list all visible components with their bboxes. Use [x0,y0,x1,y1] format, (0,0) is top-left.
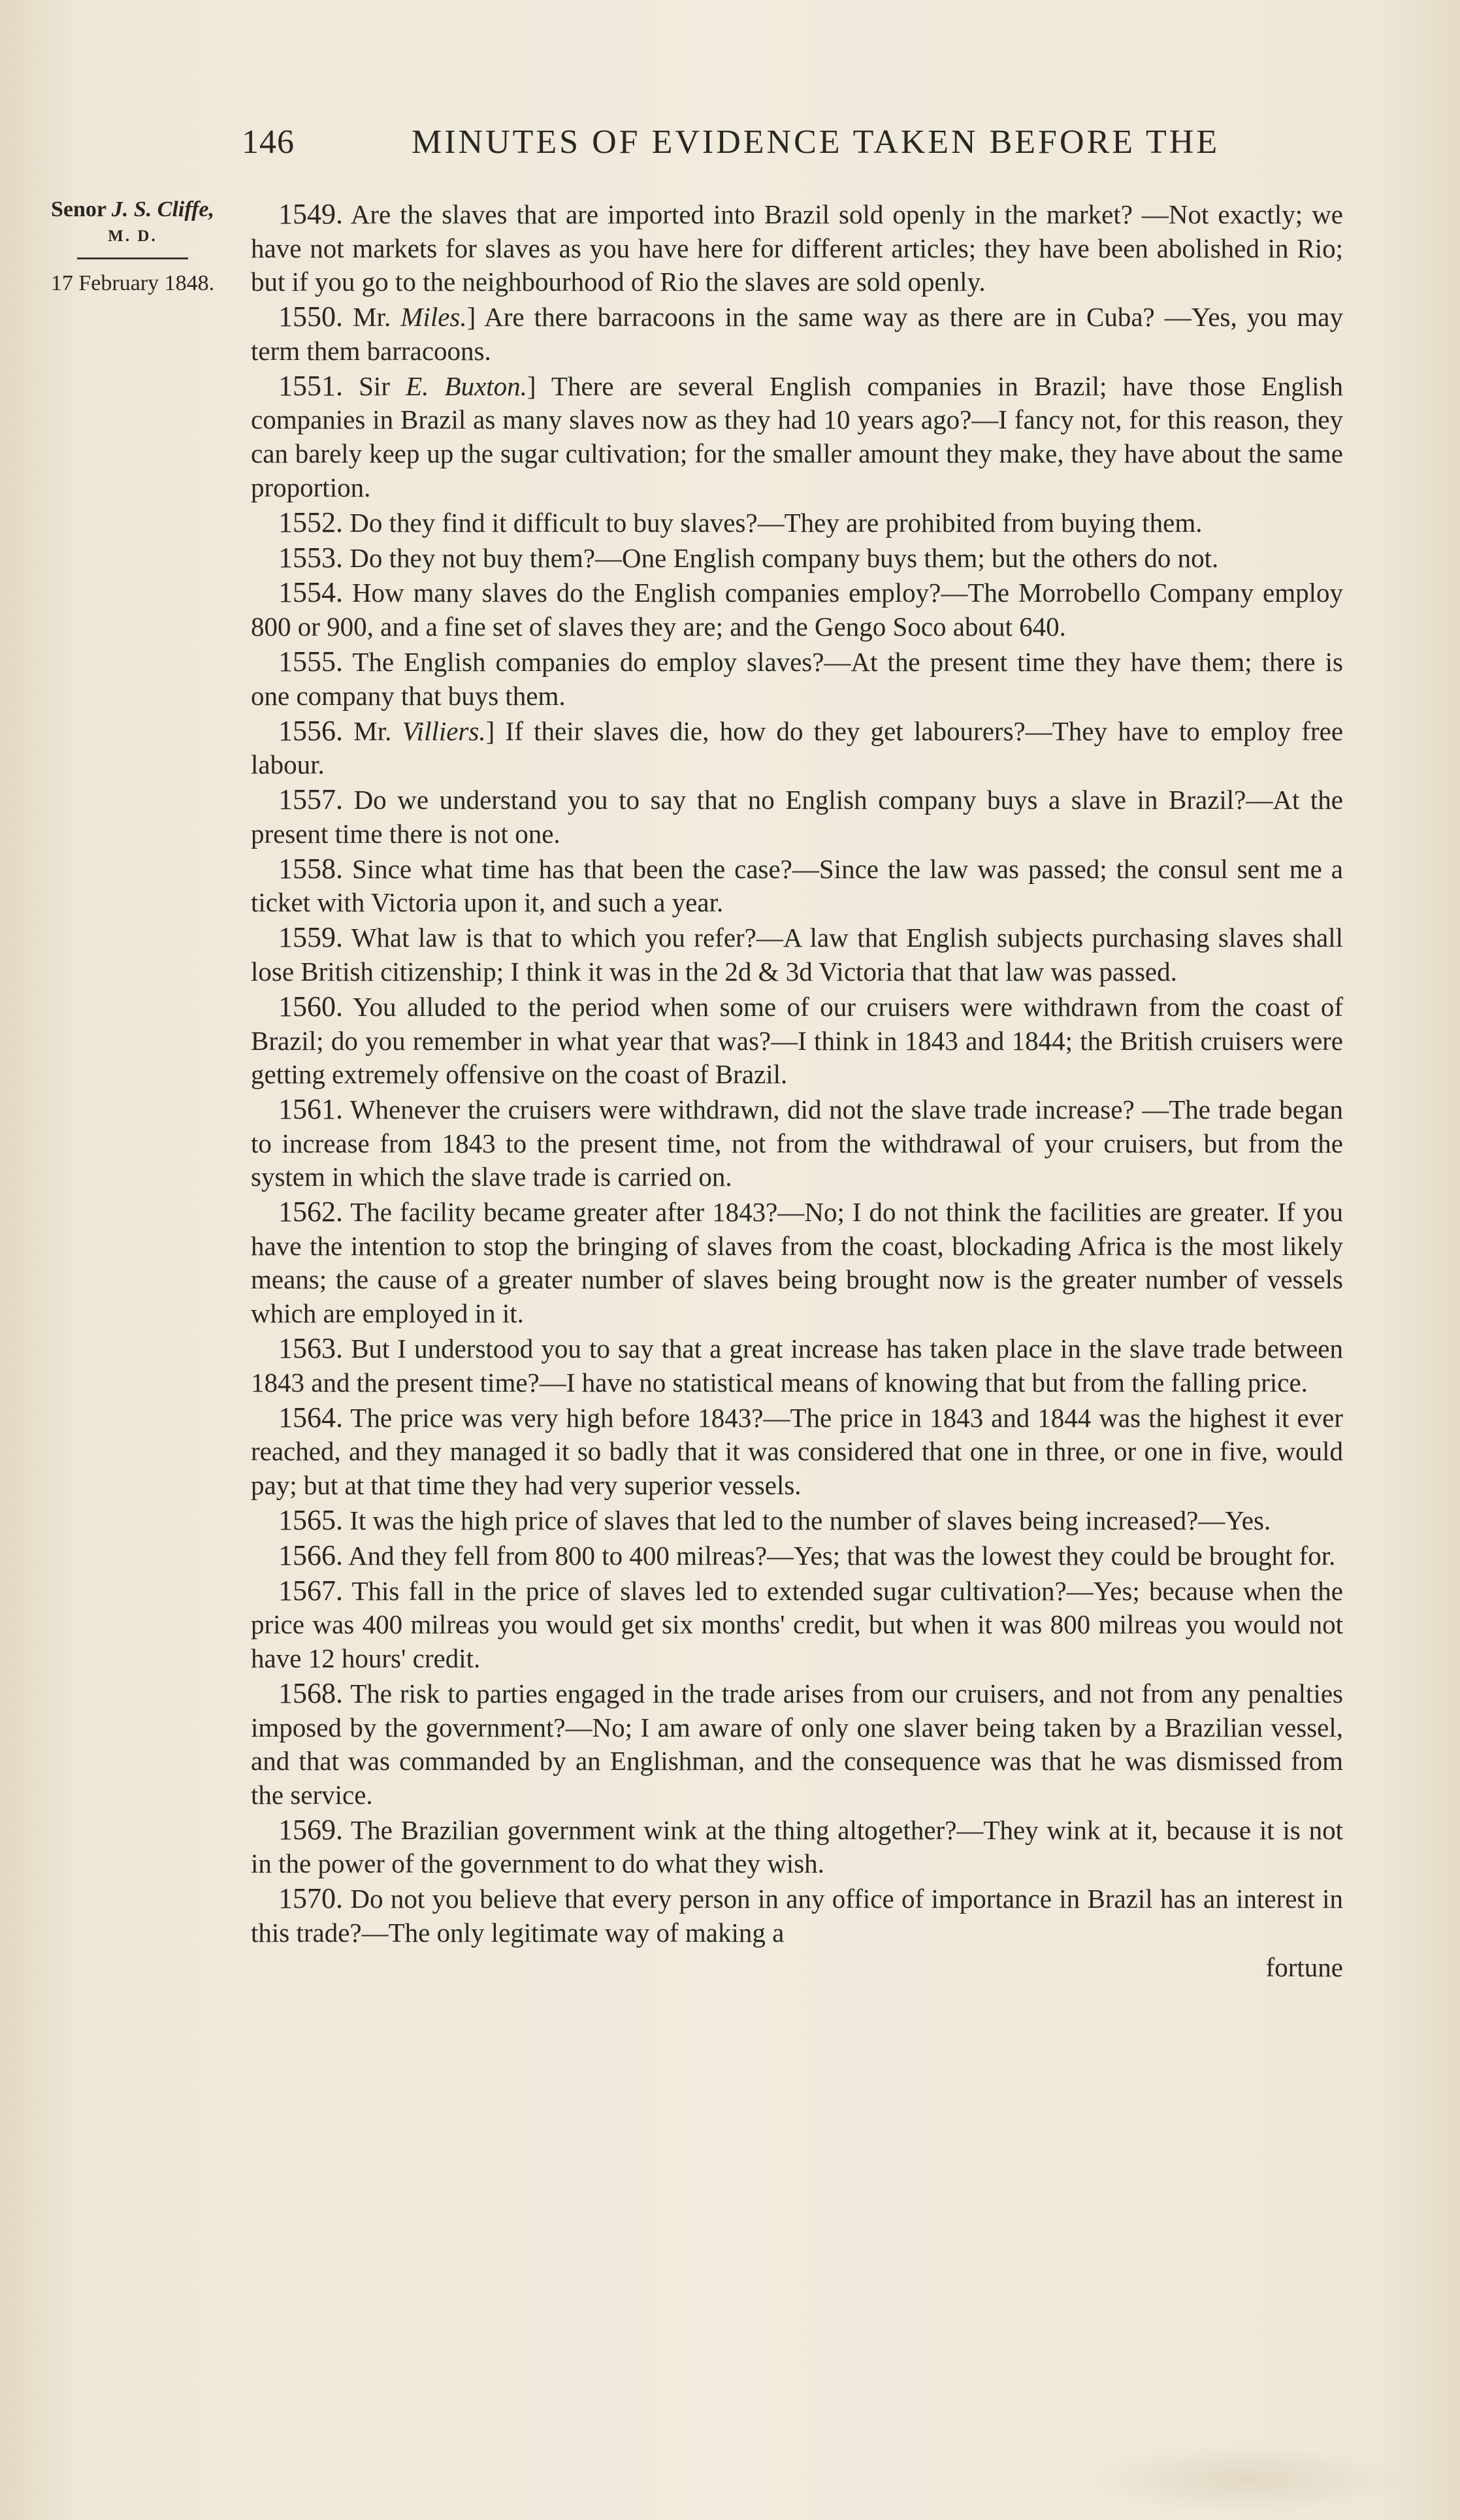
question-number: 1565. [278,1503,343,1536]
question-paragraph [251,300,1343,368]
evidence-text [251,197,1343,1984]
question-number: 1555. [278,646,343,678]
question-paragraph [251,1092,1343,1194]
catchword: fortune [1265,1952,1343,1982]
question-number: 1551. [278,369,343,402]
page-number: 146 [242,123,295,161]
question-paragraph [251,1813,1343,1881]
question-number: 1550. [278,301,343,333]
speaker-name: Miles. [400,302,467,333]
question-paragraph [251,921,1343,989]
question-number: 1552. [278,506,343,538]
question-text: But I understood you to say that a great increase has taken place in the slave trade between 1843 and the present time?—I have no statistical means of knowing that but from the falling price. [251,1334,1343,1398]
sidenote-divider [77,257,188,259]
question-text: Since what time has that been the case?—Since the law was passed; the consul sent me a ticket with Victoria upon it, and such a year. [251,853,1343,918]
question-number: 1560. [278,990,343,1023]
question-number: 1561. [278,1093,343,1126]
witness-name [25,197,240,222]
question-paragraph [251,197,1343,299]
witness-surname: J. S. Cliffe, [111,197,214,221]
question-paragraph [251,1195,1343,1330]
question-paragraph [251,1503,1343,1538]
question-text: How many slaves do the English companies employ?—The Morrobello Company employ 800 or 900, and a fine set of slaves they are; and the Gengo Soco about 640. [251,578,1343,642]
question-number: 1563. [278,1332,343,1365]
witness-sidenote [25,197,240,296]
question-paragraph [251,541,1343,576]
page-header [242,123,1352,175]
question-number: 1557. [278,783,343,816]
question-number: 1564. [278,1401,343,1433]
question-number: 1570. [278,1882,343,1915]
question-paragraph [251,1332,1343,1399]
question-text: The Brazilian government wink at the thing altogether?—They wink at it, because it is not in the power of the government to do what they wish. [251,1814,1343,1879]
speaker-name: E. Buxton. [406,370,527,401]
question-paragraph [251,852,1343,920]
question-text: Are the slaves that are imported into Brazil sold openly in the market? —Not exactly; we have not markets for slaves as you have here for different articles; they have been abolished in Rio; but if you go to the neighbourhood of Rio the slaves are sold openly. [251,199,1343,297]
witness-title: Senor [51,197,106,221]
question-text: What law is that to which you refer?—A law that English subjects purchasing slaves shall lose British citizenship; I think it was in the 2d & 3d Victoria that that law was passed. [251,923,1343,987]
question-text: The facility became greater after 1843?—No; I do not think the facilities are greater. If you have the intention to stop the bringing of slaves from the coast, blockading Africa is the most likely means; the cause of a greater number of slaves being brought now is the greater number of vessels which are employed in it. [251,1197,1344,1329]
question-text: It was the high price of slaves that led to the number of slaves being increased?—Yes. [349,1505,1271,1535]
question-number: 1556. [278,714,343,747]
question-paragraph [251,990,1343,1092]
question-text: The price was very high before 1843?—The price in 1843 and 1844 was the highest it ever reached, and they managed it so badly that it was considered that one in three, or one in five, would pay; but at that time they had very superior vessels. [251,1402,1343,1500]
question-number: 1567. [278,1574,343,1607]
question-text: Whenever the cruisers were withdrawn, did not the slave trade increase? —The trade began to increase from 1843 to the present time, not from the withdrawal of your cruisers, but from the system in which the slave trade is carried on. [251,1094,1343,1192]
question-number: 1558. [278,852,343,885]
question-text: ] Are there barracoons in the same way as there are in Cuba? —Yes, you may term them barracoons. [251,302,1343,366]
running-head: MINUTES OF EVIDENCE TAKEN BEFORE THE [412,123,1220,161]
question-number: 1554. [278,576,343,609]
question-text: Do not you believe that every person in any office of importance in Brazil has an interest in this trade?—The only legitimate way of making a [251,1884,1344,1948]
question-paragraph [251,714,1343,782]
question-number: 1562. [278,1196,343,1228]
question-text: ] There are several English companies in Brazil; have those English companies in Brazil as many slaves now as they had 10 years ago?—I fancy not, for this reason, they can barely keep up the sugar cultivation; for the smaller amount they make, they have about the same proportion. [251,370,1344,502]
question-number: 1566. [278,1539,343,1571]
question-text: You alluded to the period when some of our cruisers were withdrawn from the coast of Brazil; do you remember in what year that was?—I think in 1843 and 1844; the British cruisers were getting extremely offensive on the coast of Brazil. [251,991,1343,1090]
paper-stain [1084,2444,1411,2515]
question-paragraph [251,576,1343,644]
question-paragraph [251,1539,1343,1573]
question-paragraph [251,783,1343,851]
question-text: The risk to parties engaged in the trade arises from our cruisers, and not from any penalties imposed by the government?—No; I am aware of only one slaver being taken by a Brazilian vessel, and that was commanded by an Englishman, and the consequence was that he was dismissed from the service. [251,1678,1343,1810]
question-paragraph [251,506,1343,540]
question-text: And they fell from 800 to 400 milreas?—Yes; that was the lowest they could be brought for. [348,1540,1336,1571]
question-paragraph [251,645,1343,713]
question-text: Do we understand you to say that no English company buys a slave in Brazil?—At the present time there is not one. [251,785,1344,849]
question-text: ] If their slaves die, how do they get labourers?—They have to employ free labour. [251,715,1344,780]
question-text: The English companies do employ slaves?—At the present time they have them; there is one company that buys them. [251,647,1344,711]
question-paragraph [251,1401,1343,1503]
speaker-title: Mr. [353,302,391,333]
question-paragraph [251,1574,1343,1676]
witness-degree: M. D. [108,227,157,245]
speaker-title: Sir [359,370,390,401]
question-number: 1569. [278,1813,343,1846]
question-text: Do they not buy them?—One English company buys them; but the others do not. [349,542,1219,573]
evidence-date: 17 February 1848. [50,271,215,295]
question-number: 1559. [278,921,343,954]
question-number: 1553. [278,541,343,574]
speaker-name: Villiers. [402,715,486,746]
speaker-title: Mr. [353,715,392,746]
question-number: 1549. [278,198,343,230]
question-number: 1568. [278,1677,343,1709]
question-text: This fall in the price of slaves led to extended sugar cultivation?—Yes; because when the price was 400 milreas you would get six months' credit, but when it was 800 milreas you would not have 12 hours' credit. [251,1575,1344,1673]
question-paragraph [251,1882,1343,1950]
question-paragraph [251,1677,1343,1812]
question-paragraph [251,369,1343,504]
question-text: Do they find it difficult to buy slaves?—They are prohibited from buying them. [349,507,1203,538]
